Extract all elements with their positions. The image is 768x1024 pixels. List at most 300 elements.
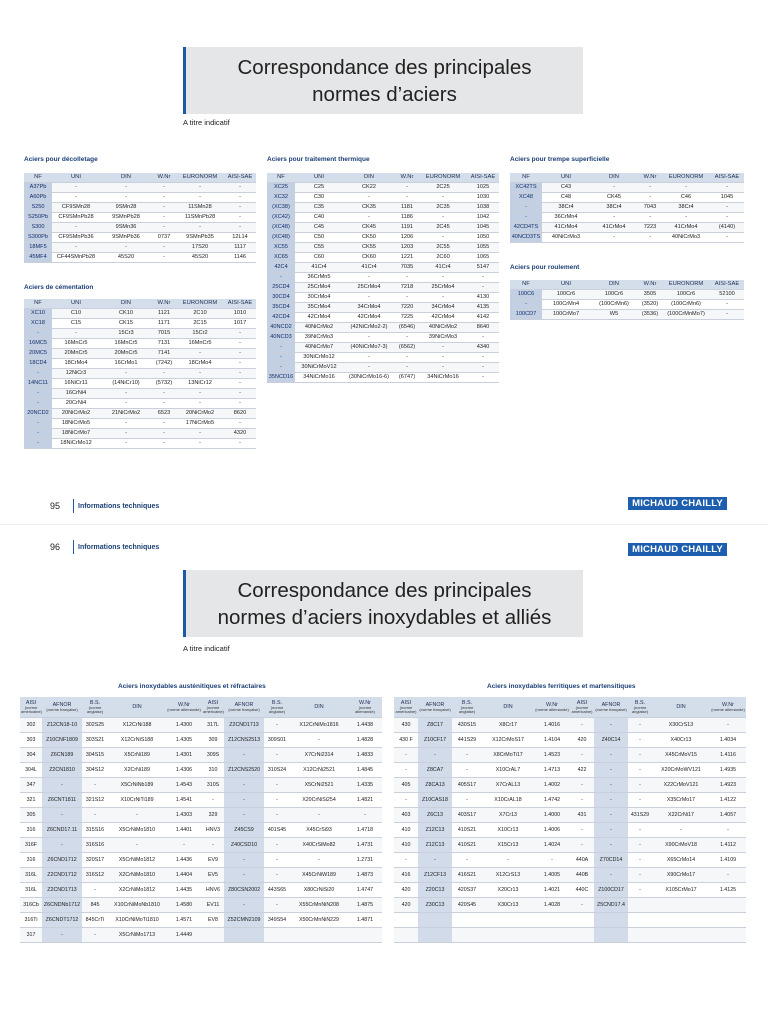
table-cell: 1045 [710, 193, 744, 203]
table-cell: 39NiCrMo3 [419, 333, 467, 343]
table-cell: 422 [570, 763, 594, 778]
column-header: EURONORM [176, 173, 224, 183]
table-cell: 1.4021 [534, 883, 570, 898]
table-cell: - [710, 868, 746, 883]
table-cell: 42CrMo4 [419, 313, 467, 323]
table-cell: 316 [20, 853, 42, 868]
table-cell: 35CrMo4 [295, 303, 343, 313]
table-cell: - [570, 748, 594, 763]
table-cell: 416S21 [452, 868, 482, 883]
table-cell: 1.4112 [710, 838, 746, 853]
table-cell: - [638, 233, 662, 243]
table-cell [570, 913, 594, 928]
afnor-cell [594, 913, 628, 928]
afnor-cell: - [594, 763, 628, 778]
table-cell [710, 928, 746, 943]
table-cell: 100Cr6 [542, 290, 590, 300]
table-cell: 2C35 [419, 203, 467, 213]
afnor-cell: Z12CNS2513 [224, 733, 264, 748]
table-cell: 1.4436 [166, 853, 202, 868]
column-header-main: AISI [576, 699, 588, 706]
table-cell: 303 [20, 733, 42, 748]
afnor-cell: Z30C13 [418, 898, 452, 913]
table-cell: 17S20 [176, 243, 224, 253]
table-cell: 20MnCr5 [100, 349, 152, 359]
norm-code-cell: 20MC5 [24, 349, 52, 359]
table-cell: X40Cr13 [652, 733, 710, 748]
table-row [24, 389, 256, 399]
table-cell: X45CrMoV15 [652, 748, 710, 763]
norm-code-cell: - [24, 429, 52, 439]
column-header: W.Nr [638, 280, 662, 290]
table-cell: X12CrNiMo1816 [290, 718, 348, 733]
table-cell: 1.4571 [166, 913, 202, 928]
table-row [20, 883, 382, 898]
table-cell: 7223 [638, 223, 662, 233]
norm-code-cell: 42CD4TS [510, 223, 542, 233]
table-cell [482, 928, 534, 943]
table-cell: 7015 [152, 329, 176, 339]
afnor-cell: Z8C17 [418, 718, 452, 733]
column-header-sub: (norme américaine) [203, 704, 224, 714]
norm-code-cell: S300Pb [24, 233, 52, 243]
table-cell: 1.4821 [348, 793, 382, 808]
table-cell: 9SMnPb35 [176, 233, 224, 243]
table-cell: - [224, 349, 256, 359]
table-cell: - [452, 793, 482, 808]
table-cell: 45S20 [176, 253, 224, 263]
table-cell: - [264, 793, 290, 808]
table-cell: 1.4871 [348, 913, 382, 928]
table-cell: 7225 [395, 313, 419, 323]
table-cell: X12CrNiS188 [108, 733, 166, 748]
table-cell: 2C60 [419, 253, 467, 263]
column-header [594, 697, 628, 718]
table-cell: 1.4828 [348, 733, 382, 748]
table-cell: 0737 [152, 233, 176, 243]
table-cell: 403 [394, 808, 418, 823]
table-cell: 38Cr4 [590, 203, 638, 213]
table-cell: - [224, 203, 256, 213]
table-cell: 18NiCrMo5 [52, 419, 100, 429]
table-cell: - [264, 868, 290, 883]
table-cell: 30NiCrMoV12 [295, 363, 343, 373]
table-cell: (30NiCrMo16-6) [343, 373, 395, 383]
norm-code-cell: XC25 [267, 183, 295, 193]
afnor-cell: - [224, 898, 264, 913]
table-cell: X2CrNiMo1812 [108, 883, 166, 898]
table-row [24, 309, 256, 319]
table-cell: 416 [394, 868, 418, 883]
table-row [24, 349, 256, 359]
table-cell: - [395, 363, 419, 373]
table-cell: CK10 [100, 309, 152, 319]
table-cell: 16CrNi4 [52, 389, 100, 399]
table-cell: 316S12 [82, 868, 108, 883]
table-cell: 317L [202, 718, 224, 733]
column-header [82, 697, 108, 718]
table-cell: - [100, 399, 152, 409]
table-cell: - [452, 748, 482, 763]
norm-code-cell: - [24, 389, 52, 399]
table-cell: 1.4541 [166, 793, 202, 808]
table-cell [628, 898, 652, 913]
table-cell: X12CrNi188 [108, 718, 166, 733]
table-cell: 309S [202, 748, 224, 763]
table-cell: - [710, 183, 744, 193]
table-cell: - [224, 193, 256, 203]
norm-code-cell: XC48 [510, 193, 542, 203]
column-header-sub: (norme allemande) [355, 704, 375, 714]
table-cell: - [264, 808, 290, 823]
table-cell: 1.4122 [710, 793, 746, 808]
table-row [20, 898, 382, 913]
table-cell: 1.4435 [166, 883, 202, 898]
table-row [267, 233, 499, 243]
column-header-sub: (norme allemande) [167, 706, 201, 712]
table-cell: - [395, 193, 419, 203]
table-cell: 316F [20, 838, 42, 853]
table-cell [652, 928, 710, 943]
table-cell: 16MnCr5 [100, 339, 152, 349]
column-header [482, 697, 534, 718]
afnor-cell: Z10CF17 [418, 733, 452, 748]
table-cell: X90CrMo17 [652, 868, 710, 883]
table-cell: 20MnCr5 [52, 349, 100, 359]
table-row [24, 429, 256, 439]
table-row [510, 233, 744, 243]
afnor-cell: - [224, 853, 264, 868]
column-header-main: AFNOR [601, 701, 621, 708]
table-cell: 34CrMo4 [419, 303, 467, 313]
table-cell: X5CrNi189 [108, 748, 166, 763]
norm-code-cell: 18CD4 [24, 359, 52, 369]
table-cell: 1171 [152, 319, 176, 329]
table-cell: 1221 [395, 253, 419, 263]
table-cell: 1.4523 [534, 748, 570, 763]
table-cell: - [710, 823, 746, 838]
table-cell: 845 [82, 898, 108, 913]
table-cell: X2CrNiMo1810 [108, 868, 166, 883]
table-cell: 321 [20, 793, 42, 808]
table-cell: 420 [394, 883, 418, 898]
table-cell: 1.4449 [166, 928, 202, 943]
table-cell: - [628, 778, 652, 793]
table-cell: 39NiCrMo3 [295, 333, 343, 343]
column-header: DIN [343, 173, 395, 183]
table-cell: - [348, 808, 382, 823]
table-cell: 42CrMo4 [343, 313, 395, 323]
table-row [267, 343, 499, 353]
column-header-main: AISI [25, 699, 37, 706]
table-cell: CK50 [343, 233, 395, 243]
table-cell: 34NiCrMo16 [295, 373, 343, 383]
column-header [452, 697, 482, 718]
table-cell: 41Cr4 [419, 263, 467, 273]
column-header [628, 697, 652, 718]
table-cell: 16CrMo1 [100, 359, 152, 369]
table-row [24, 419, 256, 429]
table-cell: - [638, 183, 662, 193]
table-cell: 317 [20, 928, 42, 943]
table-row [267, 323, 499, 333]
table-cell: 1.4718 [348, 823, 382, 838]
column-header [202, 697, 224, 718]
norm-code-cell: - [510, 203, 542, 213]
column-header-sub: (norme anglaise) [86, 704, 104, 714]
norm-code-cell: S250Pb [24, 213, 52, 223]
table-cell: - [152, 243, 176, 253]
table-cell [628, 913, 652, 928]
column-header-sub: (norme allemande) [711, 706, 745, 712]
table-cell: C43 [542, 183, 590, 193]
table-header-row [267, 173, 499, 183]
table-cell: 41CrMo4 [590, 223, 638, 233]
afnor-cell: Z10CAS18 [418, 793, 452, 808]
table-cell: - [570, 898, 594, 913]
afnor-cell: Z2CND1713 [224, 718, 264, 733]
table-cell: 40NiCrMo3 [542, 233, 590, 243]
table-cell: 1.4028 [534, 898, 570, 913]
table-cell: 9SMnPb28 [100, 213, 152, 223]
table-cell: 2C10 [176, 309, 224, 319]
column-header [394, 697, 418, 718]
norm-code-cell: XC55 [267, 243, 295, 253]
section-title-traitement: Aciers pour traitement thermique [267, 156, 370, 163]
table-row [20, 928, 382, 943]
table-cell: 310 [202, 763, 224, 778]
column-header: AISI-SAE [224, 299, 256, 309]
table-cell: - [570, 793, 594, 808]
table-cell: 440A [570, 853, 594, 868]
afnor-cell: - [594, 718, 628, 733]
table-cell: - [590, 213, 638, 223]
norm-code-cell: S300 [24, 223, 52, 233]
table-cell: 25CrMo4 [343, 283, 395, 293]
table-cell: 21NiCrMo2 [100, 409, 152, 419]
table-cell: - [395, 293, 419, 303]
table-cell: 18CrMo4 [176, 359, 224, 369]
table-cell: (6562) [395, 343, 419, 353]
table-cell: 1050 [467, 233, 499, 243]
table-cell: 405 [394, 778, 418, 793]
table-cell: - [152, 253, 176, 263]
table-cell: 420 [394, 898, 418, 913]
table-cell: C55 [295, 243, 343, 253]
table-cell: - [82, 778, 108, 793]
table-cell: - [395, 333, 419, 343]
table-cell [452, 913, 482, 928]
table-cell: - [343, 293, 395, 303]
table-cell: - [152, 369, 176, 379]
table-cell: - [652, 823, 710, 838]
table-cell: 431S29 [628, 808, 652, 823]
afnor-cell: Z6C13 [418, 808, 452, 823]
table-cell: 12NiCr3 [52, 369, 100, 379]
table-cell: - [419, 193, 467, 203]
table-cell: - [452, 763, 482, 778]
table-cell: 431 [570, 808, 594, 823]
table-cell: - [152, 439, 176, 449]
table-cell: - [100, 183, 152, 193]
column-header [570, 697, 594, 718]
table-cell: - [224, 389, 256, 399]
table-cell: - [224, 339, 256, 349]
table-cell: - [710, 233, 744, 243]
table-cell: 410 [394, 823, 418, 838]
table-cell: 100Cr6 [662, 290, 710, 300]
table-row [394, 868, 746, 883]
table-cell: - [82, 883, 108, 898]
table-cell: - [264, 853, 290, 868]
table-cell: - [264, 718, 290, 733]
table-cell: - [343, 333, 395, 343]
column-header [20, 697, 42, 718]
norm-code-cell: (XC42) [267, 213, 295, 223]
afnor-cell: Z12CN18-10 [42, 718, 82, 733]
table-cell [652, 913, 710, 928]
afnor-cell [224, 928, 264, 943]
table-row [24, 213, 256, 223]
table-ferritiques [394, 697, 746, 943]
column-header [534, 697, 570, 718]
table-cell: 25CrMo4 [419, 283, 467, 293]
table-cell: 401S45 [264, 823, 290, 838]
table-cell: - [224, 419, 256, 429]
column-header-sub: (norme américaine) [571, 704, 593, 714]
afnor-cell: Z2CND1713 [42, 883, 82, 898]
norm-code-cell: - [24, 329, 52, 339]
table-cell: - [152, 193, 176, 203]
column-header: EURONORM [419, 173, 467, 183]
footer-label: Informations techniques [78, 503, 160, 510]
afnor-cell [418, 913, 452, 928]
table-cell: X10CrNiMoTi1810 [108, 913, 166, 928]
table-cell: - [82, 928, 108, 943]
table-cell: 100CrMo7 [542, 310, 590, 320]
table-cell: 45S20 [100, 253, 152, 263]
afnor-cell: Z12C13 [418, 838, 452, 853]
column-header [264, 697, 290, 718]
table-row [510, 310, 744, 320]
table-cell: 1042 [467, 213, 499, 223]
column-header-sub: (norme américaine) [21, 704, 42, 714]
table-cell: - [152, 183, 176, 193]
table-row [267, 203, 499, 213]
table-cell: 11SMnPb28 [176, 213, 224, 223]
table-cell: EV9 [202, 853, 224, 868]
table-cell [348, 928, 382, 943]
subtitle: A titre indicatif [183, 118, 230, 127]
table-cell: 1.4833 [348, 748, 382, 763]
table-cell: - [628, 718, 652, 733]
table-cell: 1055 [467, 243, 499, 253]
table-cell: CK45 [343, 223, 395, 233]
norm-code-cell: 100C6 [510, 290, 542, 300]
section-title-austenitiques: Aciers inoxydables austénitiques et réfractaires [118, 683, 266, 690]
table-cell: 7043 [638, 203, 662, 213]
table-row [267, 313, 499, 323]
table-cell: 410 [394, 838, 418, 853]
afnor-cell: - [594, 778, 628, 793]
table-cell: X7CrNi2314 [290, 748, 348, 763]
table-cell: 1.2731 [348, 853, 382, 868]
table-cell: - [52, 193, 100, 203]
table-cell [394, 928, 418, 943]
table-header-row [510, 280, 744, 290]
table-row [20, 838, 382, 853]
table-cell: 1065 [467, 253, 499, 263]
table-cell: - [570, 823, 594, 838]
table-row [267, 373, 499, 383]
afnor-cell: - [418, 748, 452, 763]
table-cell: 349S54 [264, 913, 290, 928]
table-cell: 845CrTi [82, 913, 108, 928]
table-cell: 20NiCrMo2 [52, 409, 100, 419]
norm-code-cell: - [510, 300, 542, 310]
column-header-main: W.Nr [722, 701, 734, 708]
table-cell: 34NiCrMo16 [419, 373, 467, 383]
table-cell [534, 928, 570, 943]
afnor-cell: - [594, 808, 628, 823]
table-cell: - [52, 223, 100, 233]
table-cell: 7220 [395, 303, 419, 313]
table-cell: - [628, 823, 652, 838]
table-cell: X40CrSiMo82 [290, 838, 348, 853]
table-cell: - [628, 733, 652, 748]
page-title [183, 570, 583, 637]
table-cell: - [710, 213, 744, 223]
table-cell: - [467, 373, 499, 383]
table-cell: 315S16 [82, 823, 108, 838]
table-cell: - [100, 419, 152, 429]
table-cell: - [628, 793, 652, 808]
column-header-main: DIN [314, 704, 324, 710]
column-header-sub: (norme française) [595, 706, 627, 712]
afnor-cell: - [224, 868, 264, 883]
table-cell: 316 [20, 823, 42, 838]
table-cell: X35CrMo17 [652, 793, 710, 808]
table-cell: 25CrMo4 [295, 283, 343, 293]
table-cell: X10CrAL7 [482, 763, 534, 778]
table-cell: 1.4935 [710, 763, 746, 778]
norm-code-cell: 40NCD3 [267, 333, 295, 343]
table-cell: 309 [202, 733, 224, 748]
table-cell: C45 [295, 223, 343, 233]
column-header-main: B.S. [271, 699, 283, 706]
table-cell: - [224, 223, 256, 233]
afnor-cell: - [42, 928, 82, 943]
table-cell: 41Cr4 [295, 263, 343, 273]
column-header-sub: (norme allemande) [535, 706, 569, 712]
column-header: DIN [590, 173, 638, 183]
table-cell: 7131 [152, 339, 176, 349]
table-cell [394, 913, 418, 928]
table-cell: - [290, 808, 348, 823]
column-header-main: B.S. [461, 699, 473, 706]
afnor-cell: Z6CND17.11 [42, 823, 82, 838]
table-cell: C60 [295, 253, 343, 263]
table-cell: (4140) [710, 223, 744, 233]
table-cell: - [52, 243, 100, 253]
table-cell: 1.4742 [534, 793, 570, 808]
table-cell: 20NiCrMo2 [176, 409, 224, 419]
table-cell: X5CrNiMo1812 [108, 853, 166, 868]
table-cell: 440B [570, 868, 594, 883]
afnor-cell: - [224, 808, 264, 823]
table-cell: - [290, 733, 348, 748]
column-header [42, 697, 82, 718]
